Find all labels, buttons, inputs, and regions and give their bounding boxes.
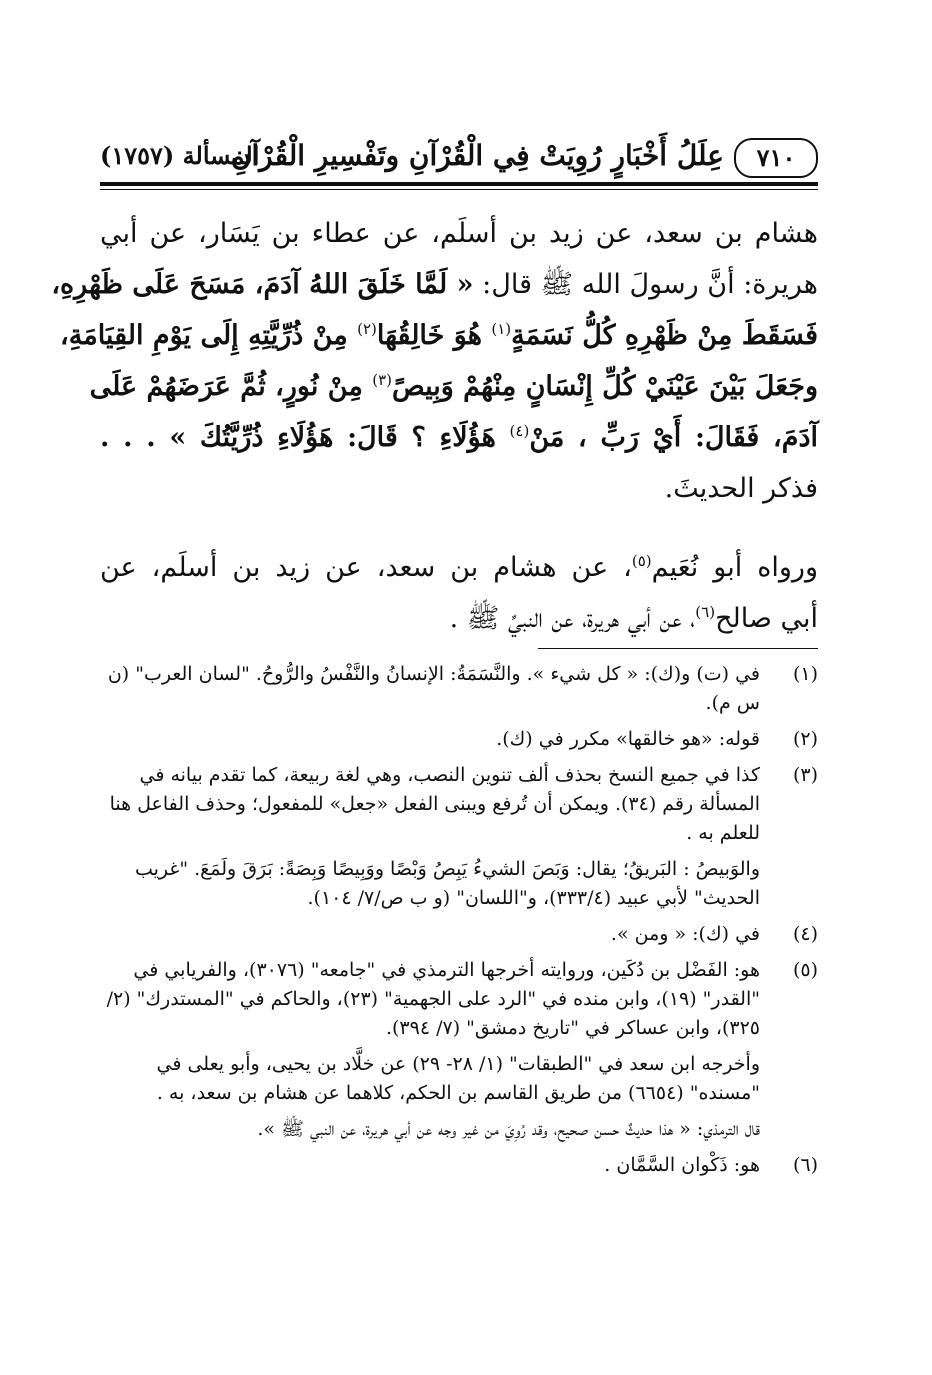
footnote-ref[interactable]: (٢) bbox=[357, 320, 377, 338]
footnote bbox=[100, 761, 818, 913]
hadith-quote: مِنْ ذُرِّيَّتِهِ إِلَى يَوْمِ القِيَامَةِ، bbox=[60, 320, 358, 351]
text-line bbox=[89, 361, 818, 412]
hadith-quote: هَؤُلَاءِ ؟ قَالَ: هَؤُلَاءِ ذُرِّيَّتُكَ » . . . bbox=[100, 422, 510, 453]
text-segment: فذكر الحديثَ. bbox=[664, 473, 818, 504]
header-rule-thin bbox=[100, 189, 818, 190]
hadith-quote: مِنْ نُورٍ، ثُمَّ عَرَضَهُمْ عَلَى bbox=[89, 371, 373, 402]
text-segment: أبي صالح bbox=[715, 603, 818, 634]
footnote bbox=[100, 660, 818, 718]
footnote-text: والوَبيصُ : البَريقُ؛ يقال: وَبَصَ الشيءُ يَبِصُ وَبْصًا ووَبِيصًا وَبِصَةً: بَرَقَ ولَمَعَ. "غريب الحديث" لأبي عبيد (٣٣٣/٤)، و"اللسان" (و ب ص/٧/ ١٠٤). bbox=[134, 858, 760, 909]
text-line bbox=[100, 463, 818, 514]
main-text bbox=[51, 208, 818, 644]
footnote-ref[interactable]: (٥) bbox=[631, 552, 652, 570]
footnote-number: (٥) bbox=[792, 959, 818, 981]
footnote-number: (٣) bbox=[792, 764, 818, 786]
footnote bbox=[100, 920, 818, 949]
footnote-number: (١) bbox=[792, 663, 818, 685]
text-segment: هشام بن سعد، عن زيد بن أسلَم، عن عطاء بن يَسَار، عن أبي bbox=[100, 218, 818, 249]
text-line bbox=[51, 259, 818, 310]
issue-number: المسألة (١٧٥٧) bbox=[100, 141, 260, 170]
footnote-text: هو: الفَضْل بن دُكَين، وروايته أخرجها الترمذي في "جامعه" (٣٠٧٦)، والفريابي في "القدر" (١٩)، وابن منده في "الرد على الجهمية" (٢٣)، والحاكم في "المستدرك" (٢/ ٣٢٥)، وابن عساكر في "تاريخ دمشق" (٧/ ٣٩٤). bbox=[106, 959, 760, 1039]
footnote-ref[interactable]: (١) bbox=[491, 320, 512, 338]
footnote-text: في (ت) و(ك): « كل شيء ». والنَّسَمَةُ: الإنسانُ والنَّفْسُ والرُّوحُ. "لسان العرب" (ن س م). bbox=[107, 663, 760, 714]
footnote-ref[interactable]: (٦) bbox=[695, 603, 716, 621]
text-line bbox=[100, 208, 818, 259]
text-segment: ورواه أبو نُعَيم bbox=[651, 552, 818, 583]
header-rule-thick bbox=[100, 182, 818, 186]
footnote-text: هو: ذَكْوان السَّمَّان . bbox=[604, 1154, 760, 1176]
footnote-number: (٤) bbox=[792, 923, 818, 945]
footnote-text: كذا في جميع النسخ بحذف ألف تنوين النصب، وهي لغة ربيعة، كما تقدم بيانه في المسألة رقم (٣٤). ويمكن أن تُرفع ويبنى الفعل «جعل» للمفعول؛ وحذف الفاعل هنا للعلم به . bbox=[109, 764, 760, 844]
hadith-quote: هُوَ خَالِقُهَا bbox=[376, 320, 492, 351]
hadith-quote: « لَمَّا خَلَقَ اللهُ آدَمَ، مَسَحَ عَلَى ظَهْرِهِ، bbox=[51, 269, 474, 300]
text-segment: ، عن هشام بن سعد، عن زيد بن أسلَم، عن bbox=[100, 552, 632, 583]
page-header bbox=[100, 136, 818, 182]
footnote-number: (٦) bbox=[792, 1154, 818, 1176]
hadith-quote: آدَمَ، فَقَالَ: أَيْ رَبِّ ، مَنْ bbox=[529, 422, 818, 453]
footnote-text: قوله: «هو خالقها» مكرر في (ك). bbox=[496, 728, 760, 750]
book-title: عِلَلُ أَخْبَارٍ رُوِيَتْ فِي الْقُرْآنِ وتَفْسِيرِ الْقُرْآنِ bbox=[230, 139, 724, 172]
footnote-text: في (ك): « ومن ». bbox=[610, 923, 760, 945]
text-line bbox=[100, 542, 818, 593]
text-line bbox=[100, 412, 818, 463]
footnote-text: قال الترمذي: « هذا حديثٌ حسن صحيح، وقد رُوِيَ من غير وجه عن أبي هريرة، عن النبي ﷺ ». bbox=[257, 1118, 760, 1140]
hadith-quote: فَسَقَطَ مِنْ ظَهْرِهِ كُلُّ نَسَمَةٍ bbox=[511, 320, 818, 351]
footnote bbox=[100, 1151, 818, 1180]
text-line bbox=[60, 310, 818, 361]
footnote bbox=[100, 725, 818, 754]
footnote-separator bbox=[538, 648, 818, 649]
footnotes bbox=[100, 660, 818, 1180]
footnote-ref[interactable]: (٣) bbox=[372, 371, 392, 389]
footnote-ref[interactable]: (٤) bbox=[509, 422, 530, 440]
text-line bbox=[100, 593, 818, 644]
footnote-text: وأخرجه ابن سعد في "الطبقات" (١/ ٢٨- ٢٩) عن خلَّاد بن يحيى، وأبو يعلى في "مسنده" (٦٦٥٤) من طريق القاسم بن الحكم، كلاهما عن هشام بن سعد، به . bbox=[156, 1053, 760, 1104]
text-segment: هريرة: أنَّ رسولَ الله ﷺ قال: bbox=[482, 269, 818, 300]
hadith-quote: وجَعَلَ بَيْنَ عَيْنَيْ كُلِّ إِنْسَانٍ مِنْهُمْ وَبِيصً bbox=[392, 371, 818, 402]
page-number-badge: ٧١٠ bbox=[734, 138, 818, 178]
footnote-number: (٢) bbox=[792, 728, 818, 750]
footnote bbox=[100, 956, 818, 1144]
text-segment: ، عن أبي هريرة، عن النبيِّ ﷺ . bbox=[449, 603, 696, 634]
